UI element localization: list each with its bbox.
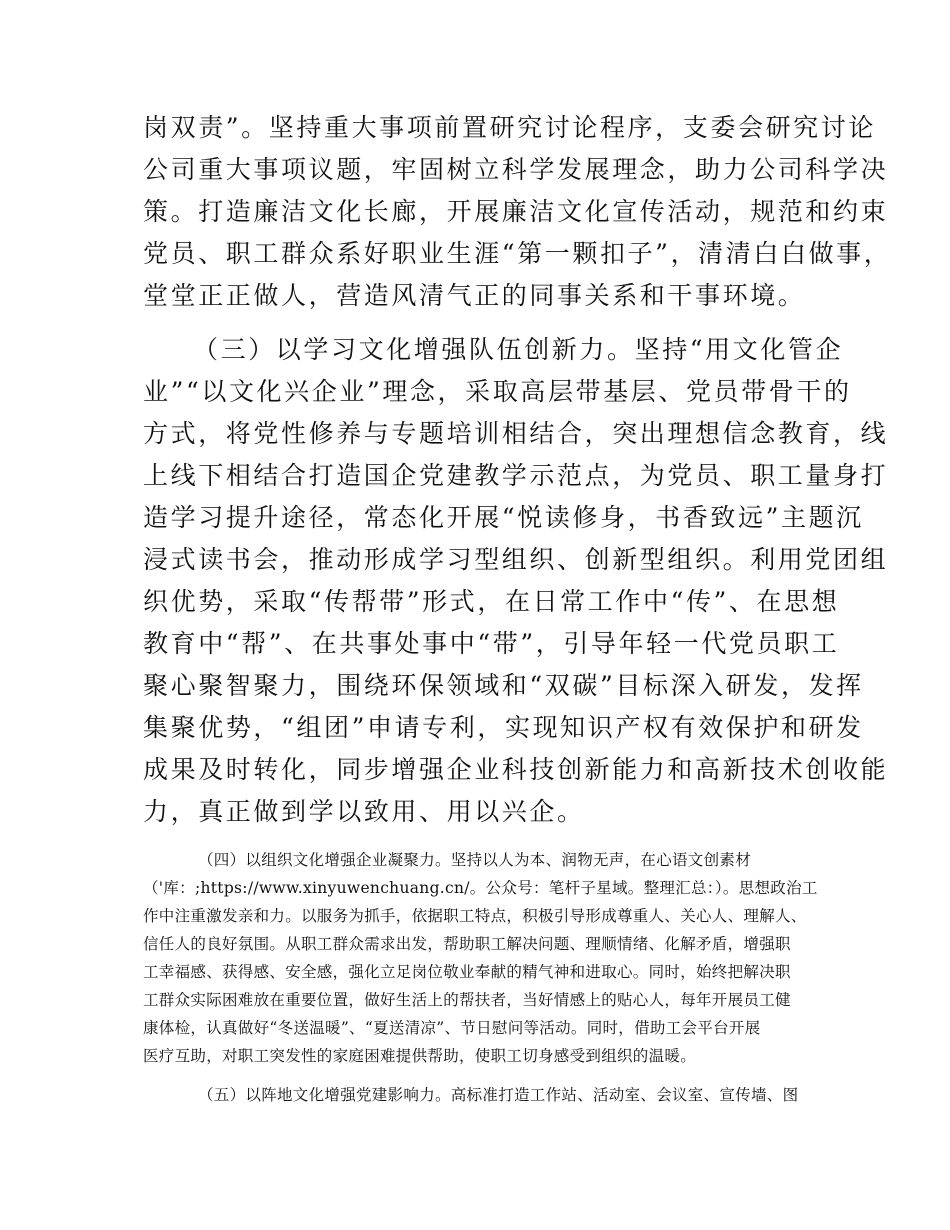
paragraph-line: 岗双责”。坚持重大事项前置研究讨论程序，支委会研究讨论 bbox=[143, 113, 876, 142]
paragraph-line: 方式，将党性修养与专题培训相结合，突出理想信念教育，线 bbox=[143, 419, 889, 448]
paragraph-line: 业”“以文化兴企业”理念，采取高层带基层、党员带骨干的 bbox=[143, 377, 852, 406]
paragraph-line: 作中注重激发亲和力。以服务为抓手，依据职工特点，积极引导形成尊重人、关心人、理解人、 bbox=[143, 907, 807, 925]
paragraph-line: 织优势，采取“传帮带”形式，在日常工作中“传”、在思想 bbox=[143, 587, 840, 616]
paragraph-line: （'库：;https://www.xinyuwenchuang.cn/。公众号：笔杆子星域。整理汇总：）。思想政治工 bbox=[143, 879, 818, 897]
paragraph-line: 工幸福感、获得感、安全感，强化立足岗位敬业奉献的精气神和进取心。同时，始终把解决职 bbox=[143, 963, 791, 981]
paragraph-line: 浸式读书会，推动形成学习型组织、创新型组织。利用党团组 bbox=[143, 545, 889, 574]
paragraph-line: 集聚优势，“组团”申请专利，实现知识产权有效保护和研发 bbox=[143, 713, 864, 742]
paragraph-line: 上线下相结合打造国企党建教学示范点，为党员、职工量身打 bbox=[143, 461, 889, 490]
paragraph-line: 工群众实际困难放在重要位置，做好生活上的帮扶者，当好情感上的贴心人，每年开展员工健 bbox=[143, 991, 791, 1009]
paragraph-line: 党员、职工群众系好职业生涯“第一颗扣子”，清清白白做事， bbox=[143, 239, 892, 268]
paragraph-line: 堂堂正正做人，营造风清气正的同事关系和干事环境。 bbox=[143, 281, 806, 310]
paragraph-line: 聚心聚智聚力，围绕环保领域和“双碳”目标深入研发，发挥 bbox=[143, 671, 864, 700]
paragraph-line: 造学习提升途径，常态化开展“悦读修身，书香致远”主题沉 bbox=[143, 503, 864, 532]
paragraph-line: 成果及时转化，同步增强企业科技创新能力和高新技术创收能 bbox=[143, 755, 889, 784]
section-heading-line: （四）以组织文化增强企业凝聚力。坚持以人为本、润物无声，在心语文创素材 bbox=[198, 851, 752, 869]
section-heading-line: （五）以阵地文化增强党建影响力。高标准打造工作站、活动室、会议室、宣传墙、图 bbox=[198, 1086, 799, 1104]
paragraph-line: 策。打造廉洁文化长廊，开展廉洁文化宣传活动，规范和约束 bbox=[143, 197, 889, 226]
paragraph-line: 医疗互助，对职工突发性的家庭困难提供帮助，使职工切身感受到组织的温暖。 bbox=[143, 1047, 697, 1065]
paragraph-line: 康体检，认真做好“冬送温暖”、“夏送清凉”、节日慰问等活动。同时，借助工会平台开展 bbox=[143, 1019, 761, 1037]
paragraph-line: 教育中“帮”、在共事处事中“带”，引导年轻一代党员职工 bbox=[143, 629, 840, 658]
paragraph-line: 信任人的良好氛围。从职工群众需求出发，帮助职工解决问题、理顺情绪、化解矛盾，增强职 bbox=[143, 935, 791, 953]
section-heading-line: （三）以学习文化增强队伍创新力。坚持“用文化管企 bbox=[193, 335, 844, 364]
paragraph-line: 力，真正做到学以致用、用以兴企。 bbox=[143, 797, 585, 826]
paragraph-line: 公司重大事项议题，牢固树立科学发展理念，助力公司科学决 bbox=[143, 155, 889, 184]
